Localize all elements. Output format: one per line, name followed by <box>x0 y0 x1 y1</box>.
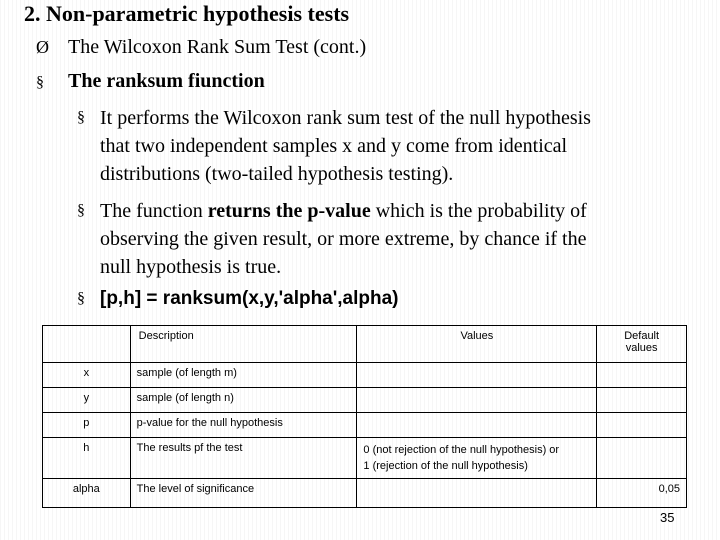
row-values <box>357 388 597 413</box>
bullet-ranksum-function <box>36 67 265 97</box>
syntax-code: [p,h] = ranksum(x,y,'alpha',alpha) <box>100 288 399 309</box>
arrow-bullet-icon: Ø <box>36 37 49 57</box>
row-default <box>597 438 687 479</box>
subbullet-description-line3: distributions (two-tailed hypothesis testing). <box>100 163 454 185</box>
row-description: sample (of length m) <box>130 363 357 388</box>
table-row <box>43 363 687 388</box>
parameters-table <box>42 325 687 508</box>
table-row <box>43 413 687 438</box>
row-default <box>597 363 687 388</box>
row-default: 0,05 <box>597 479 687 508</box>
subbullet-returns-line3: null hypothesis is true. <box>100 256 282 278</box>
returns-pre-text: The function <box>100 200 208 222</box>
subbullet-returns-line1 <box>100 197 710 225</box>
row-name: x <box>43 363 131 388</box>
row-name: h <box>43 438 131 479</box>
header-default-values <box>597 326 687 363</box>
table-header-row <box>43 326 687 363</box>
row-values <box>357 413 597 438</box>
square-bullet-icon: § <box>77 202 85 219</box>
row-values-line1: 0 (not rejection of the null hypothesis) or <box>363 444 560 456</box>
row-values <box>357 363 597 388</box>
row-description: The results pf the test <box>130 438 357 479</box>
page-number: 35 <box>660 510 675 525</box>
table-row <box>43 438 687 479</box>
row-values-line2: 1 (rejection of the null hypothesis) <box>363 460 528 472</box>
header-description <box>130 326 357 363</box>
header-default-line2: values <box>625 342 658 354</box>
row-description: p-value for the null hypothesis <box>130 413 357 438</box>
row-default <box>597 413 687 438</box>
bullet-wilcoxon-bold: The Wilcoxon Rank Sum Test <box>68 36 309 58</box>
subbullet-description-line1: It performs the Wilcoxon rank sum test of the null hypothesis <box>100 107 591 129</box>
subbullet-description <box>77 104 710 188</box>
table-row <box>43 388 687 413</box>
header-default-line1: Default <box>624 330 660 342</box>
bullet-ranksum-label: The ranksum fiunction <box>68 70 265 92</box>
row-name: y <box>43 388 131 413</box>
header-name-cell <box>43 326 131 363</box>
table-row <box>43 479 687 508</box>
subbullet-returns-line2: observing the given result, or more extreme, by chance if the <box>100 228 587 250</box>
row-name: alpha <box>43 479 131 508</box>
square-bullet-icon: § <box>36 74 44 91</box>
header-description-label: Description <box>138 330 194 342</box>
slide-title: 2. Non-parametric hypothesis tests <box>24 1 350 26</box>
row-values <box>357 438 597 479</box>
row-default <box>597 388 687 413</box>
returns-bold-text: returns the p-value <box>207 200 371 222</box>
row-description: The level of significance <box>130 479 357 508</box>
subbullet-returns <box>77 197 710 281</box>
subbullet-syntax <box>77 285 710 313</box>
bullet-wilcoxon-test <box>36 33 366 61</box>
square-bullet-icon: § <box>77 290 85 307</box>
row-description: sample (of length n) <box>130 388 357 413</box>
header-values: Values <box>357 326 597 363</box>
subbullet-description-line2: that two independent samples x and y come from identical <box>100 135 568 157</box>
bullet-wilcoxon-rest: (cont.) <box>308 36 367 58</box>
row-values <box>357 479 597 508</box>
square-bullet-icon: § <box>77 109 85 126</box>
row-name: p <box>43 413 131 438</box>
returns-post-text: which is the probability of <box>370 200 587 222</box>
